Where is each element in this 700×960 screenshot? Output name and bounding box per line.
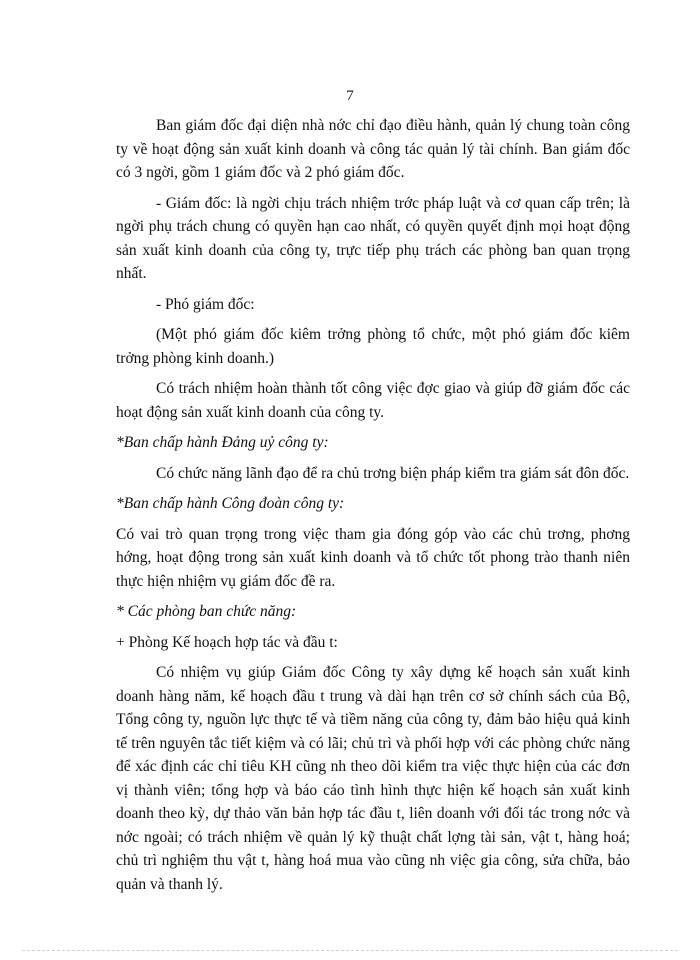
document-body xyxy=(116,114,630,903)
heading-planning-department: + Phòng Kế hoạch hợp tác và đầu t: xyxy=(116,633,338,651)
paragraph-trade-union: Có vai trò quan trọng trong việc tham gia đóng góp vào các chủ trơng, phơng hớng, hoạt động trong sản xuất kinh doanh và tổ chức tốt phong trào thanh niên thực hiện nhiệm vụ giám đốc đề ra. xyxy=(116,525,630,590)
paragraph-director: - Giám đốc: là ngời chịu trách nhiệm trớc pháp luật và cơ quan cấp trên; là ngời phụ trách chung có quyền hạn cao nhất, có quyền quyết định mọi hoạt động sản xuất kinh doanh của công ty, trực tiếp phụ trách các phòng ban quan trọng nhất. xyxy=(116,194,630,282)
paragraph-deputy-director-heading: - Phó giám đốc: xyxy=(156,295,255,313)
page-number: 7 xyxy=(346,88,354,104)
page-bottom-divider xyxy=(22,950,678,951)
paragraph-party-committee: Có chức năng lãnh đạo để ra chủ trơng biện pháp kiểm tra giám sát đôn đốc. xyxy=(156,464,630,482)
heading-functional-departments: * Các phòng ban chức năng: xyxy=(116,603,297,620)
heading-party-committee: *Ban chấp hành Đảng uỷ công ty: xyxy=(116,434,329,451)
paragraph-planning-department: Có nhiệm vụ giúp Giám đốc Công ty xây dựng kế hoạch sản xuất kinh doanh hàng năm, kế hoạch đầu t trung và dài hạn trên cơ sở chính sách của Bộ, Tổng công ty, nguồn lực thực tế và tiềm năng của công ty, đảm bảo hiệu quả kinh tế trên nguyên tắc tiết kiệm và có lãi; chủ trì và phối hợp với các phòng chức năng để xác định các chỉ tiêu KH cũng nh theo dõi kiểm tra việc thực hiện của các đơn vị thành viên; tổng hợp và báo cáo tình hình thực hiện kế hoạch sản xuất kinh doanh theo kỳ, dự thảo văn bản hợp tác đầu t, liên doanh với đối tác trong nớc và nớc ngoài; có trách nhiệm về quản lý kỹ thuật chất lợng tài sản, vật t, hàng hoá; chủ trì nghiệm thu vật t, hàng hoá mua vào cũng nh việc gia công, sửa chữa, bảo quản và thanh lý. xyxy=(116,664,630,893)
paragraph-deputy-director-duties: Có trách nhiệm hoàn thành tốt công việc đợc giao và giúp đỡ giám đốc các hoạt động sản xuất kinh doanh của công ty. xyxy=(116,380,630,421)
heading-trade-union: *Ban chấp hành Công đoàn công ty: xyxy=(116,495,345,512)
paragraph-deputy-director-detail: (Một phó giám đốc kiêm trởng phòng tổ chức, một phó giám đốc kiêm trởng phòng kinh doanh.) xyxy=(116,326,630,367)
paragraph-board-of-directors: Ban giám đốc đại diện nhà nớc chỉ đạo điều hành, quản lý chung toàn công ty về hoạt động sản xuất kinh doanh và công tác quản lý tài chính. Ban giám đốc có 3 ngời, gồm 1 giám đốc và 2 phó giám đốc. xyxy=(116,117,630,181)
